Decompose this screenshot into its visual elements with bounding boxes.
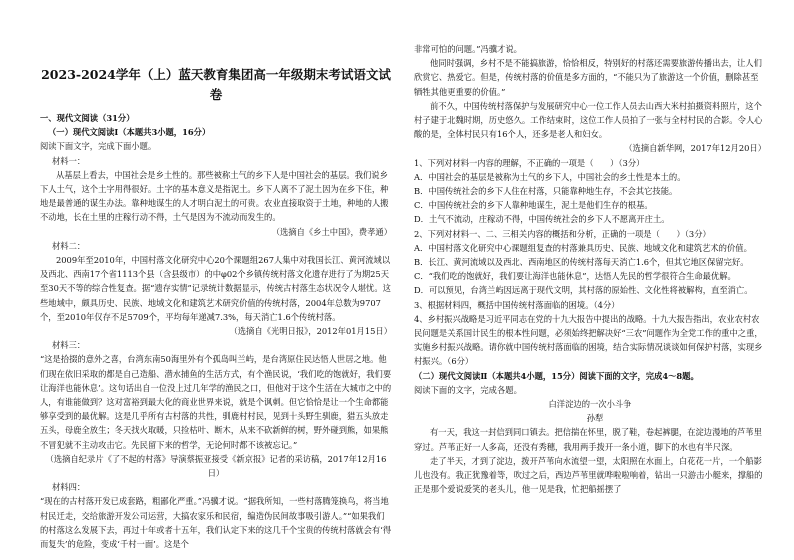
- material4-text: “现在的古村落开发已成套路，粗鄙化严重。”冯骥才说。“据我所知，一些村落腾笼换鸟，将当地村民迁走，交给旅游开发公司运营，大搞农家乐和民宿，编造伪民间故事吸引游人。”“如果我们的村落这么发展下去，再过十年或者十五年，我们认定下来的这几千个宝贵的传统村落就会有‘得而复失’的危险，变成‘千村一面’。这是个: [40, 496, 392, 550]
- question-2: 2、下列对材料一、二、三相关内容的概括和分析，正确的一项是（ ）（3分）: [414, 228, 711, 239]
- part1-heading: （一）现代文阅读Ⅰ（本题共3小题，16分）: [48, 127, 211, 138]
- story-author: 孙犁: [586, 413, 604, 424]
- material1-text: 从基层上看去，中国社会是乡土性的。那些被称土气的乡下人是中国社会的基层。我们说乡下人土气，这个土字用得很好。土字的基本意义是指泥土。乡下人离不了泥土因为在乡下住，种地是最普通的谋生办法。靠种地谋生的人才明白泥土的可贵。农业直接取资于土地，种地的人搬不动地，长在土里的庄稼行动不得，土气是因为不流动而发生的。: [40, 169, 389, 223]
- material1-label: 材料一：: [52, 155, 86, 166]
- exam-title-continued: 卷: [209, 87, 223, 102]
- story-paragraph-1: 有一天，我这一封信到同口镇去。把信揣在怀里，脱了鞋，卷起裤腿，在淀边漫地的芦苇里穿过。芦苇正好一人多高，还没有秀穗，我用两手拨开一条小道，脚下的水也有半尺深。: [414, 427, 762, 452]
- story-title: 白洋淀边的一次小斗争: [548, 399, 632, 410]
- question-1-option-b: B．中国传统社会的乡下人住在村落，只能靠种地生存，不会其它技能。: [414, 186, 678, 197]
- material2-label: 材料二：: [52, 240, 86, 251]
- material2-text: 2009年至2010年，中国村落文化研究中心20个课题组267人集中对我国长江、黄河流域以及西北、西南17个省1113个县（含县级市）的中φ02个乡镇传统村落文化遗存进行了为期25天至30天不等的综合性复查。据“遗存实情”记录统计数据显示，传统古村落生态状况令人堪忧。这些地域中，颇具历史、民族、地域文化和建筑艺术研究价值的传统村落，2004年总数为9707个，至2010年仅存不足5709个，平均每年递减7.3%，每天消亡1.6个传统村落。: [40, 255, 391, 322]
- story-paragraph-2: 走了半天，才到了淀边，拨开芦苇向水流望一望，太阳照在水面上，白花花一片，一个船影儿也没有。我正犹豫着等，吹过之后，西边芦苇里就哗啦啦响着，钻出一只游击小艇来，撑船的正是那个爱说爱笑的老头儿，他一见是我，忙把船摇摆了: [414, 455, 763, 495]
- question-1-option-a: A．中国社会的基层是被称为土气的乡下人，中国社会的乡土性是本土的。: [414, 171, 686, 182]
- material4-paragraph-3: 前不久，中国传统村落保护与发展研究中心一位工作人员去山西大米村拍摄资料照片，这个村子建于北魏时期，历史悠久。工作结束时，这位工作人员拍了一张与全村村民的合影。令人心酸的是，全体村民只有16个人，还多是老人和妇女。: [414, 100, 763, 140]
- material2-source: （选摘自《光明日报》，2012年01月15日）: [229, 326, 392, 337]
- part2-heading: （二）现代文阅读Ⅱ（本题共4小题，15分）阅读下面的文字，完成4～8题。: [414, 370, 699, 381]
- right-column: [414, 0, 766, 497]
- material3-text: “这是拾掇的意外之喜，台湾东南50海里外有个孤岛叫兰屿，是台湾原住民达悟人世居之地。他们现在依旧采取的都是自己造船、潜水捕鱼的生活方式，有个渔民说，‘我们吃的饱就好，我们要让海洋也能休息’。这句话出自一位没上过几年学的渔民之口，但他对于这个生活在大城市之中的人，有谁能做到？这对富裕到最大化的商业世界来说，就是个讽刺。但它恰恰是让一个生命都能够享受到的最优解。这是几乎所有古村落的共性，驯鹿村村民，见到十头野生驯鹿，猎五头放走五头，母鹿全放生；冬天找火取暖，只捡枯叶、断木，从来不砍新鲜的树，野外碰到熊，如果熊不冒犯就不主动攻击它。先民留下来的哲学，无论何时都不该被忘记。”: [40, 354, 392, 450]
- material4-continued: 非常可怕的问题。”冯骥才说。: [414, 44, 522, 54]
- material3-label: 材料三：: [52, 340, 86, 351]
- material4-source: （选摘自新华网，2017年12月20日）: [624, 143, 766, 154]
- question-1: 1、下列对材料一内容的理解，不正确的一项是（ ）（3分）: [414, 157, 645, 168]
- question-2-option-d: D．可以预见，台湾兰屿因远离于现代文明，其村落的原始性、文化性将被解构，直至消亡。: [414, 285, 753, 296]
- question-1-option-c: C．中国传统社会的乡下人靠种地谋生，泥土是他们生存的根基。: [414, 200, 653, 211]
- left-column: [40, 0, 392, 551]
- material4-label: 材料四：: [52, 482, 86, 493]
- material1-source: （选摘自《乡土中国》，费孝通）: [271, 226, 392, 237]
- material4-paragraph-2: 他同时强调，乡村不是不能搞旅游，恰恰相反，特别好的村落还需要旅游传播出去，让人们欣赏它、热爱它。但是，传统村落的价值是多方面的，“不能只为了旅游这一个价值，删除甚至牺牲其他更重要的价值。”: [414, 58, 762, 97]
- question-4: 4、乡村振兴战略是习近平同志在党的十九大报告中提出的战略。十九大报告指出，农业农村农民问题是关系国计民生的根本性问题，必须始终把解决好“三农”问题作为全党工作的重中之重，实施乡村振兴战略。请你就中国传统村落面临的困境，结合实际情况谈谈如何保护村落，实现乡村振兴。（6分）: [414, 313, 763, 367]
- question-1-option-d: D．土气不流动，庄稼动不得，中国传统社会的乡下人不愿离开庄土。: [414, 214, 670, 225]
- exam-title: 2023-2024学年（上）蓝天教育集团高一年级期末考试语文试: [41, 67, 391, 82]
- question-2-option-c: C．“我们吃的饱就好，我们要让海洋也能休息”，达悟人先民的哲学很符合生命最优解。: [414, 271, 736, 282]
- question-3: 3、根据材料四，概括中国传统村落面临的困境。（4分）: [414, 299, 620, 310]
- question-2-option-b: B．长江、黄河流域以及西北、西南地区的传统村落每天消亡1.6个，但其它地区保留完好。: [414, 257, 749, 268]
- part1-instruction: 阅读下面文字，完成下面小题。: [40, 141, 157, 152]
- material3-source: （选摘自纪录片《了不起的村落》导演蔡振亚接受《新京报》记者的采访稿，2017年12月16日）: [45, 453, 387, 479]
- question-2-option-a: A．中国村落文化研究中心课题组复查的村落兼具历史、民族、地域文化和建筑艺术的价值。: [414, 242, 752, 253]
- section-heading: 一、现代文阅读（31分）: [40, 113, 135, 123]
- part2-instruction: 阅读下面的文字，完成各题。: [414, 384, 522, 395]
